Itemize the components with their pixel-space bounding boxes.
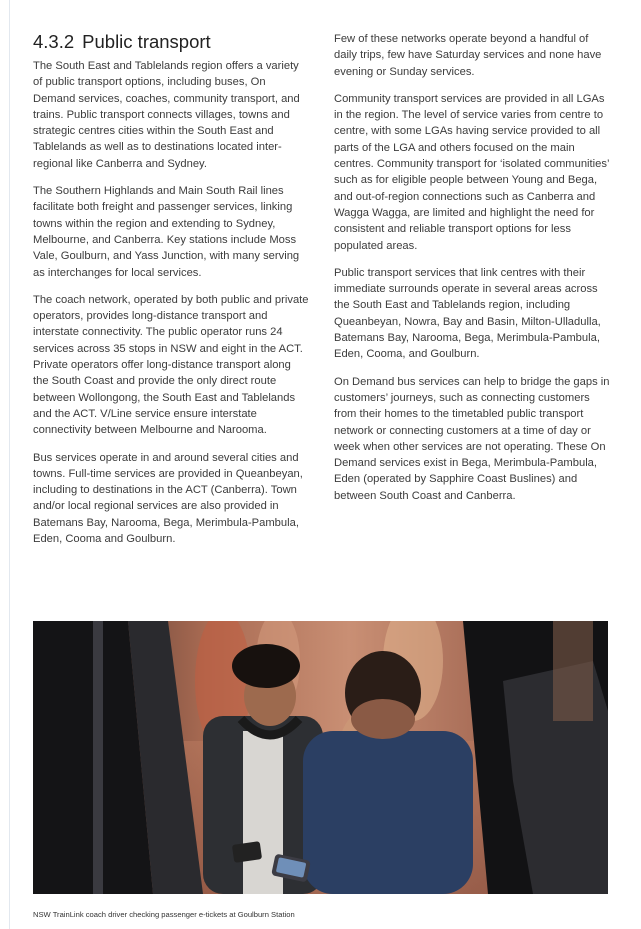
paragraph-overview: The South East and Tablelands region offers a variety of public transport options, including buses, On Demand services, coaches, community transport, and trains. Public transport connects villages, towns and strategic centres cities within the South East and Tablelands as well as to destinations located inter-regional like Canberra and Sydney. [33, 60, 300, 170]
left-column [33, 31, 309, 558]
photo-caption: NSW TrainLink coach driver checking passenger e-tickets at Goulburn Station [33, 910, 295, 919]
paragraph-network-limits: Few of these networks operate beyond a handful of daily trips, few have Saturday services and none have evening or Sunday services. [334, 33, 602, 78]
paragraph-coach: The coach network, operated by both public and private operators, provides long-distance transport and interstate connectivity. The public operator runs 24 services across 35 stops in NSW and eight in the ACT. Private operators offer long-distance transport along the South Coast and provide the only direct route between Wollongong, the South East and Tablelands and the ACT. V/Line service ensure interstate connectivity between Melbourne and Narooma. [33, 293, 309, 437]
section-number: 4.3.2 [33, 31, 75, 52]
section-title: Public transport [82, 31, 211, 52]
paragraph-local-links: Public transport services that link centres with their immediate surrounds operate in several areas across the South East and Tablelands region, including Queanbeyan, Nowra, Bay and Basin, Milton-Ulladulla, Batemans Bay, Narooma, Bega, Merimbula-Pambula, Eden, Cooma, and Goulburn. [334, 266, 601, 361]
coach-photo [33, 621, 608, 894]
section-heading [33, 31, 309, 53]
paragraph-community-transport: Community transport services are provided in all LGAs in the region. The level of service varies from centre to centre, with some LGAs having service provided to all parts of the LGA and others focused on the main centres. Community transport for ‘isolated communities’ such as for eligible people between Young and Bega, and out-of-region connections such as Canberra and Wagga Wagga, are limited and highlight the need for consistent and reliable transport options for less populated areas. [334, 92, 610, 252]
driver-neck [351, 699, 415, 739]
paragraph-on-demand: On Demand bus services can help to bridge the gaps in customers’ journeys, such as connecting customers from their homes to the timetabled public transport network or connecting customers at a time of day or week when other services are not operating. These On Demand services exist in Bega, Merimbula-Pambula, Eden (operated by Sapphire Coast Buslines) and between South Coast and Canberra. [334, 375, 610, 502]
driver-shirt [303, 731, 473, 894]
right-column [334, 31, 610, 515]
paragraph-bus: Bus services operate in and around several cities and towns. Full-time services are provided in Queanbeyan, including to destinations in the ACT (Canberra). Town and/or local regional services are also provided in Batemans Bay, Narooma, Bega, Merimbula-Pambula, Eden, Cooma and Goulburn. [33, 451, 303, 546]
page-margin-rule [9, 0, 10, 929]
coach-photo-illustration [33, 621, 608, 894]
paragraph-rail: The Southern Highlands and Main South Rail lines facilitate both freight and passenger services, linking towns within the region and extending to Sydney, Melbourne, and Canberra. Key stations include Moss Vale, Goulburn, and Yass Junction, with many serving as interchanges for local services. [33, 185, 300, 279]
passenger-hair [232, 644, 300, 688]
